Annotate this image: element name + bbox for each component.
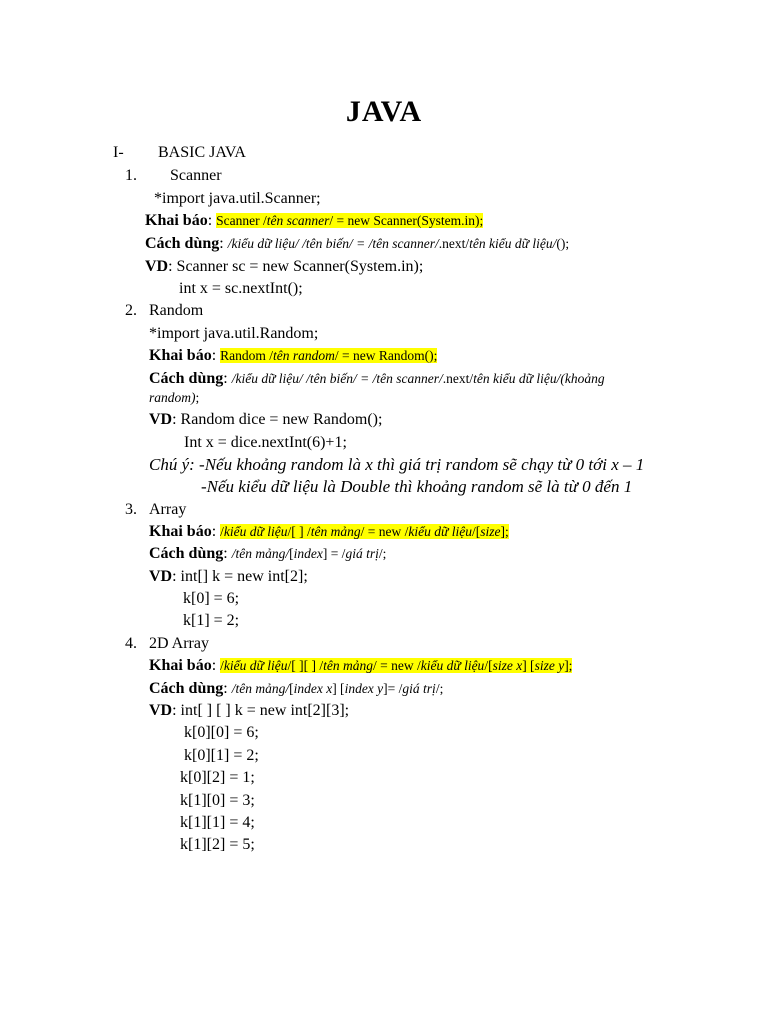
random-note-1: Chú ý: -Nếu khoảng random là x thì giá trị random sẽ chạy từ 0 tới x – 1: [149, 455, 645, 474]
section-title: BASIC JAVA: [158, 144, 246, 161]
section-number: I-: [113, 144, 124, 161]
array-declaration: Khai báo: /kiểu dữ liệu/[ ] /tên mảng/ = new /kiểu dữ liệu/[size];: [149, 523, 509, 540]
item-title-random: Random: [149, 302, 204, 319]
random-declaration: Khai báo: Random /tên random/ = new Random();: [149, 347, 438, 364]
array-example-line-2: k[1] = 2;: [183, 612, 240, 629]
scanner-example: VD: Scanner sc = new Scanner(System.in);: [145, 258, 424, 275]
array2d-line: k[0][1] = 2;: [184, 747, 259, 764]
item-number-array: 3.: [125, 501, 137, 518]
array2d-line: k[0][2] = 1;: [180, 769, 255, 786]
item-number-scanner: 1.: [125, 167, 137, 184]
array2d-example: VD: int[ ] [ ] k = new int[2][3];: [149, 702, 350, 719]
scanner-usage: Cách dùng: /kiểu dữ liệu/ /tên biến/ = /tên scanner/.next/tên kiểu dữ liệu/();: [145, 235, 570, 252]
random-import: *import java.util.Random;: [149, 325, 319, 342]
declaration-syntax: Scanner /tên scanner/ = new Scanner(System.in);: [216, 213, 484, 228]
array2d-usage: Cách dùng: /tên mảng/[index x] [index y]= /giá trị/;: [149, 680, 444, 697]
scanner-example-line: int x = sc.nextInt();: [179, 280, 303, 297]
item-title-array: Array: [149, 501, 187, 518]
array-example: VD: int[] k = new int[2];: [149, 568, 308, 585]
random-usage: Cách dùng: /kiểu dữ liệu/ /tên biến/ = /tên scanner/.next/tên kiểu dữ liệu/(khoảng: [149, 370, 605, 387]
scanner-declaration: Khai báo: Scanner /tên scanner/ = new Scanner(System.in);: [145, 212, 484, 229]
array2d-declaration: Khai báo: /kiểu dữ liệu/[ ][ ] /tên mảng/ = new /kiểu dữ liệu/[size x] [size y];: [149, 657, 573, 674]
array2d-line: k[1][2] = 5;: [180, 836, 255, 853]
array-example-line-1: k[0] = 6;: [183, 590, 240, 607]
declaration-syntax: /kiểu dữ liệu/[ ][ ] /tên mảng/ = new /kiểu dữ liệu/[size x] [size y];: [220, 658, 573, 673]
random-example-line: Int x = dice.nextInt(6)+1;: [184, 434, 347, 451]
array2d-line: k[1][1] = 4;: [180, 814, 255, 831]
random-example: VD: Random dice = new Random();: [149, 411, 383, 428]
declaration-syntax: Random /tên random/ = new Random();: [220, 348, 438, 363]
array-usage: Cách dùng: /tên mảng/[index] = /giá trị/;: [149, 545, 387, 562]
random-note-2: -Nếu kiểu dữ liệu là Double thì khoảng random sẽ là từ 0 đến 1: [201, 477, 633, 496]
item-title-scanner: Scanner: [170, 167, 222, 184]
declaration-syntax: /kiểu dữ liệu/[ ] /tên mảng/ = new /kiểu dữ liệu/[size];: [220, 524, 509, 539]
item-number-2d-array: 4.: [125, 635, 137, 652]
array2d-line: k[1][0] = 3;: [180, 792, 255, 809]
item-title-2d-array: 2D Array: [149, 635, 209, 652]
item-number-random: 2.: [125, 302, 137, 319]
example-label: VD: [145, 258, 169, 275]
scanner-import: *import java.util.Scanner;: [154, 190, 321, 207]
usage-label: Cách dùng: [145, 235, 220, 252]
declaration-label: Khai báo: [145, 212, 208, 229]
random-usage-cont: random);: [149, 390, 200, 405]
page-title: JAVA: [345, 95, 423, 128]
array2d-line: k[0][0] = 6;: [184, 724, 259, 741]
